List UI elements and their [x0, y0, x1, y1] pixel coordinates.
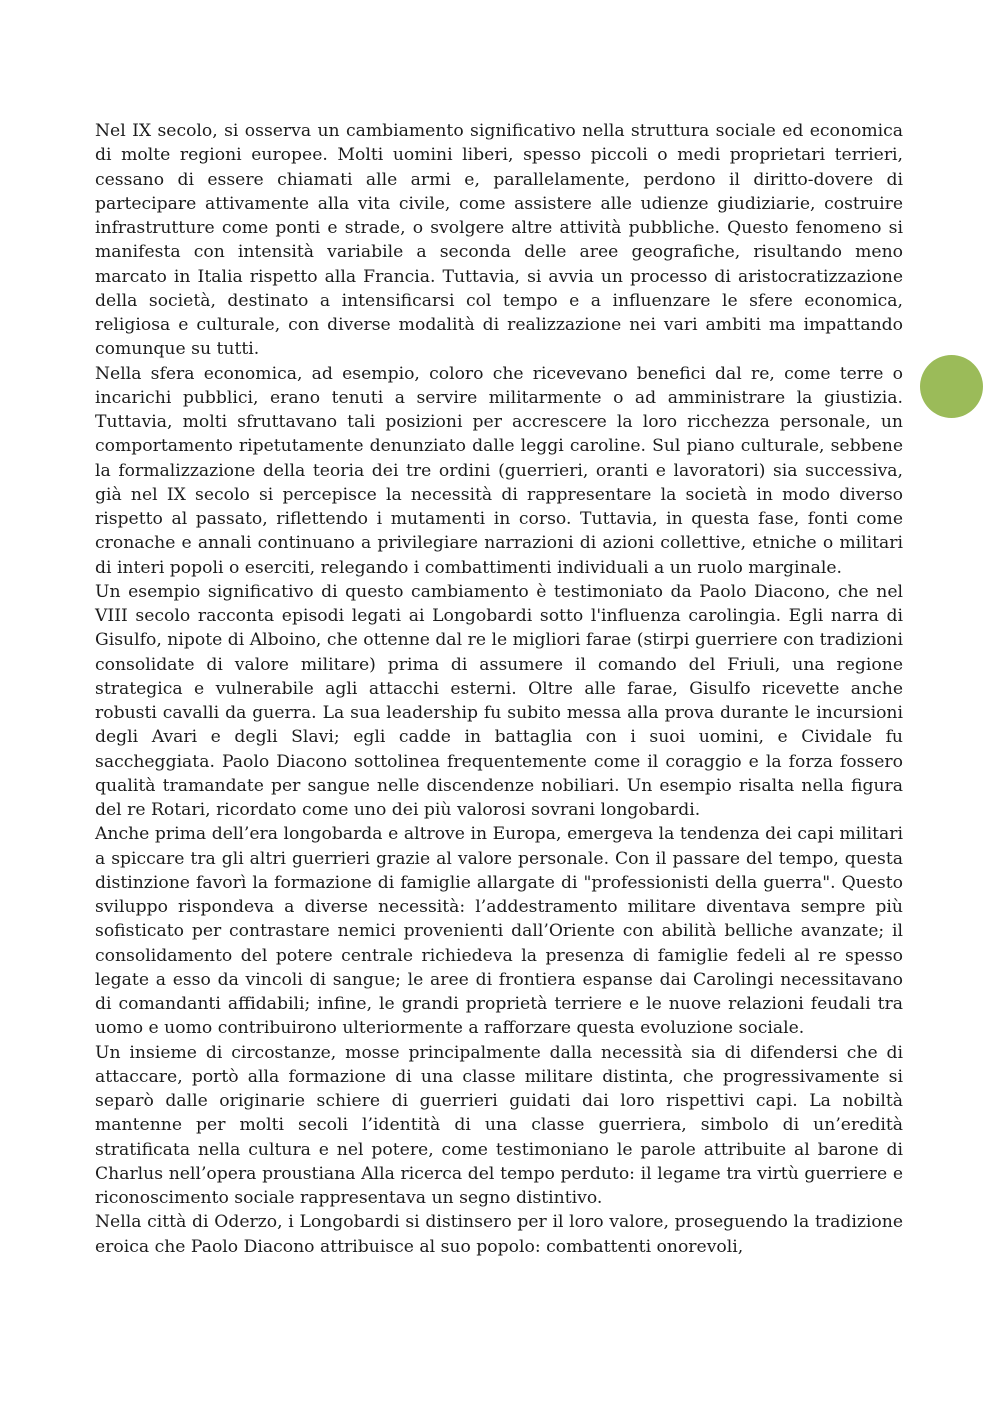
paragraph-6: Nella città di Oderzo, i Longobardi si distinsero per il loro valore, proseguendo la tradizione eroica che Paolo Diacono attribuisce al suo popolo: combattenti onorevoli, [95, 1212, 903, 1257]
paragraph-3: Un esempio significativo di questo cambiamento è testimoniato da Paolo Diacono, che nel VIII secolo racconta episodi legati ai Longobardi sotto l'influenza carolingia. Egli narra di Gisulfo, nipote di Alboino, che ottenne dal re le migliori farae (stirpi guerriere con tradizioni consolidate di valore militare) prima di assumere il comando del Friuli, una regione strategica e vulnerabile agli attacchi esterni. Oltre alle farae, Gisulfo ricevette anche robusti cavalli da guerra. La sua leadership fu subito messa alla prova durante le incursioni degli Avari e degli Slavi; egli cadde in battaglia con i suoi uomini, e Cividale fu saccheggiata. Paolo Diacono sottolinea frequentemente come il coraggio e la forza fossero qualità tramandate per sangue nelle discendenze nobiliari. Un esempio risalta nella figura del re Rotari, ricordato come uno dei più valorosi sovrani longobardi. [95, 581, 903, 820]
body-text [95, 119, 903, 1259]
paragraph-4: Anche prima dell’era longobarda e altrove in Europa, emergeva la tendenza dei capi militari a spiccare tra gli altri guerrieri grazie al valore personale. Con il passare del tempo, questa distinzione favorì la formazione di famiglie allargate di "professionisti della guerra". Questo sviluppo rispondeva a diverse necessità: l’addestramento militare diventava sempre più sofisticato per contrastare nemici provenienti dall’Oriente con abilità belliche avanzate; il consolidamento del potere centrale richiedeva la presenza di famiglie fedeli al re spesso legate a esso da vincoli di sangue; le aree di frontiera espanse dai Carolingi necessitavano di comandanti affidabili; infine, le grandi proprietà terriere e le nuove relazioni feudali tra uomo e uomo contribuirono ulteriormente a rafforzare questa evoluzione sociale. [95, 824, 903, 1039]
green-circle-marker [920, 355, 983, 418]
paragraph-2: Nella sfera economica, ad esempio, coloro che ricevevano benefici dal re, come terre o incarichi pubblici, erano tenuti a servire militarmente o ad amministrare la giustizia. Tuttavia, molti sfruttavano tali posizioni per accrescere la loro ricchezza personale, un comportamento ripetutamente denunziato dalle leggi caroline. Sul piano culturale, sebbene la formalizzazione della teoria dei tre ordini (guerrieri, oranti e lavoratori) sia successiva, già nel IX secolo si percepisce la necessità di rappresentare la società in modo diverso rispetto al passato, riflettendo i mutamenti in corso. Tuttavia, in questa fase, fonti come cronache e annali continuano a privilegiare narrazioni di azioni collettive, etniche o militari di interi popoli o eserciti, relegando i combattimenti individuali a un ruolo marginale. [95, 363, 903, 578]
paragraph-1: Nel IX secolo, si osserva un cambiamento significativo nella struttura sociale ed economica di molte regioni europee. Molti uomini liberi, spesso piccoli o medi proprietari terrieri, cessano di essere chiamati alle armi e, parallelamente, perdono il diritto-dovere di partecipare attivamente alla vita civile, come assistere alle udienze giudiziarie, costruire infrastrutture come ponti e strade, o svolgere altre attività pubbliche. Questo fenomeno si manifesta con intensità variabile a seconda delle aree geografiche, risultando meno marcato in Italia rispetto alla Francia. Tuttavia, si avvia un processo di aristocratizzazione della società, destinato a intensificarsi col tempo e a influenzare le sfere economica, religiosa e culturale, con diverse modalità di realizzazione nei vari ambiti ma impattando comunque su tutti. [95, 121, 903, 360]
paragraph-5: Un insieme di circostanze, mosse principalmente dalla necessità sia di difendersi che di attaccare, portò alla formazione di una classe militare distinta, che progressivamente si separò dalle originarie schiere di guerrieri guidati dai loro rispettivi capi. La nobiltà mantenne per molti secoli l’identità di una classe guerriera, simbolo di un’eredità stratificata nella cultura e nel potere, come testimoniano le parole attribuite al barone di Charlus nell’opera proustiana Alla ricerca del tempo perduto: il legame tra virtù guerriere e riconoscimento sociale rappresentava un segno distintivo. [95, 1042, 903, 1208]
